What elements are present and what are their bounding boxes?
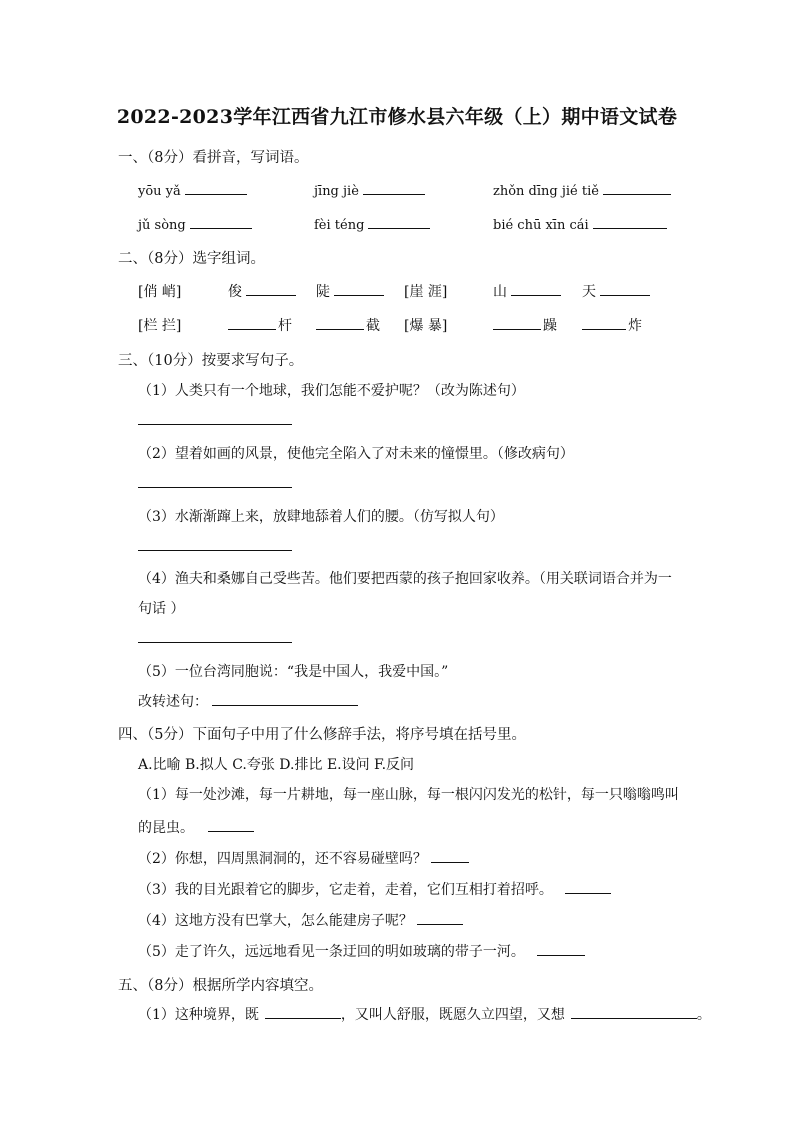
answer-blank[interactable] (228, 315, 276, 330)
sentence-text: （3）我的目光跟着它的脚步，它走着，走着，它们互相打着招呼。 (138, 882, 553, 898)
pinyin-2: jīng jiè (314, 184, 359, 199)
answer-blank[interactable] (316, 315, 364, 330)
answer-line-5[interactable] (212, 691, 358, 706)
answer-line-2[interactable] (138, 487, 292, 488)
q4-sentence-5 (138, 941, 585, 961)
answer-blank[interactable] (511, 281, 561, 296)
q3-sentence-4-cont: 句话 ） (138, 601, 185, 617)
answer-blank[interactable] (600, 281, 650, 296)
pinyin-5: fèi téng (314, 218, 365, 233)
pinyin-4: jǔ sòng (138, 218, 186, 233)
pinyin-6: bié chū xīn cái (493, 218, 589, 233)
q2-group-4: [爆 暴] (404, 318, 448, 334)
q4-sentence-3 (138, 879, 611, 899)
q4-sentence-1-cont (138, 817, 254, 837)
q4-options: A.比喻 B.拟人 C.夸张 D.排比 E.设问 F.反问 (138, 757, 415, 773)
q2-group-3: [栏 拦] (138, 318, 182, 334)
q4-sentence-2 (138, 848, 469, 868)
answer-line-1[interactable] (138, 424, 292, 425)
answer-blank[interactable] (246, 281, 296, 296)
q4-sentence-4 (138, 910, 463, 930)
q2-word-1 (228, 281, 296, 301)
q3-sentence-3: （3）水渐渐蹿上来，放肆地舔着人们的腰。（仿写拟人句） (138, 509, 504, 525)
q3-sentence-2: （2）望着如画的风景，使他完全陷入了对未来的憧憬里。（修改病句） (138, 446, 574, 462)
q2-char: 俊 (228, 284, 242, 300)
q2-char: 躁 (543, 318, 557, 334)
q1-item-4 (138, 214, 252, 233)
answer-blank[interactable] (493, 315, 541, 330)
answer-blank[interactable] (334, 281, 384, 296)
q2-word-2 (316, 281, 384, 301)
pinyin-3: zhǒn dīng jié tiě (493, 184, 599, 199)
rewrite-label: 改转述句： (138, 694, 208, 710)
q2-heading: 二、（8分）选字组词。 (118, 251, 265, 267)
q1-item-3 (493, 180, 671, 199)
answer-blank[interactable] (571, 1004, 697, 1019)
answer-blank[interactable] (208, 817, 254, 832)
sentence-text: ，又叫人舒服，既愿久立四望，又想 (340, 1007, 565, 1023)
q2-word-4 (582, 281, 650, 301)
sentence-text: （4）这地方没有巴掌大，怎么能建房子呢？ (138, 913, 413, 929)
q2-char: 炸 (628, 318, 642, 334)
q4-heading: 四、（5分）下面句子中用了什么修辞手法，将序号填在括号里。 (118, 727, 526, 743)
answer-blank-3[interactable] (603, 180, 671, 195)
answer-line-3[interactable] (138, 550, 292, 551)
answer-blank[interactable] (265, 1004, 341, 1019)
answer-blank-2[interactable] (363, 180, 425, 195)
q2-word-8 (582, 315, 642, 335)
q2-char: 截 (366, 318, 380, 334)
answer-blank[interactable] (431, 848, 469, 863)
q2-char: 天 (582, 284, 596, 300)
sentence-end: 。 (696, 1007, 711, 1023)
q2-word-3 (493, 281, 561, 301)
q1-heading: 一、（8分）看拼音，写词语。 (118, 150, 309, 166)
q2-char: 山 (493, 284, 507, 300)
q1-item-2 (314, 180, 425, 199)
answer-blank-4[interactable] (190, 214, 252, 229)
q3-heading: 三、（10分）按要求写句子。 (118, 353, 304, 369)
q5-heading: 五、（8分）根据所学内容填空。 (118, 978, 323, 994)
answer-blank[interactable] (582, 315, 626, 330)
sentence-text: 的昆虫。 (138, 820, 194, 836)
sentence-text: （5）走了许久，远远地看见一条迂回的明如玻璃的带子一河。 (138, 944, 525, 960)
q1-item-6 (493, 214, 667, 233)
q4-sentence-1: （1）每一处沙滩，每一片耕地，每一座山脉，每一根闪闪发光的松针，每一只嗡嗡鸣叫 (138, 787, 679, 803)
q2-group-2: [崖 涯] (404, 284, 448, 300)
answer-line-4[interactable] (138, 642, 292, 643)
q3-sentence-1: （1）人类只有一个地球，我们怎能不爱护呢？（改为陈述句） (138, 383, 525, 399)
q2-char: 杆 (278, 318, 292, 334)
answer-blank-5[interactable] (368, 214, 430, 229)
q2-word-5 (228, 315, 292, 335)
answer-blank[interactable] (565, 879, 611, 894)
q3-sentence-5: （5）一位台湾同胞说：“我是中国人，我爱中国。” (138, 664, 449, 680)
q1-item-5 (314, 214, 430, 233)
pinyin-1: yōu yǎ (138, 184, 181, 199)
sentence-text: （1）这种境界，既 (138, 1007, 259, 1023)
q1-item-1 (138, 180, 247, 199)
q3-sentence-4: （4）渔夫和桑娜自己受些苦。他们要把西蒙的孩子抱回家收养。（用关联词语合并为一 (138, 571, 672, 587)
q2-char: 陡 (316, 284, 330, 300)
q2-group-1: [俏 峭] (138, 284, 182, 300)
q2-word-6 (316, 315, 380, 335)
page-title: 2022-2023学年江西省九江市修水县六年级（上）期中语文试卷 (116, 106, 678, 128)
q2-word-7 (493, 315, 557, 335)
sentence-text: （2）你想，四周黑洞洞的，还不容易碰壁吗？ (138, 851, 427, 867)
q5-sentence-1 (138, 1004, 711, 1024)
answer-blank[interactable] (417, 910, 463, 925)
answer-blank-6[interactable] (593, 214, 667, 229)
answer-blank[interactable] (537, 941, 585, 956)
q3-sentence-5-prompt (138, 691, 358, 711)
answer-blank-1[interactable] (185, 180, 247, 195)
